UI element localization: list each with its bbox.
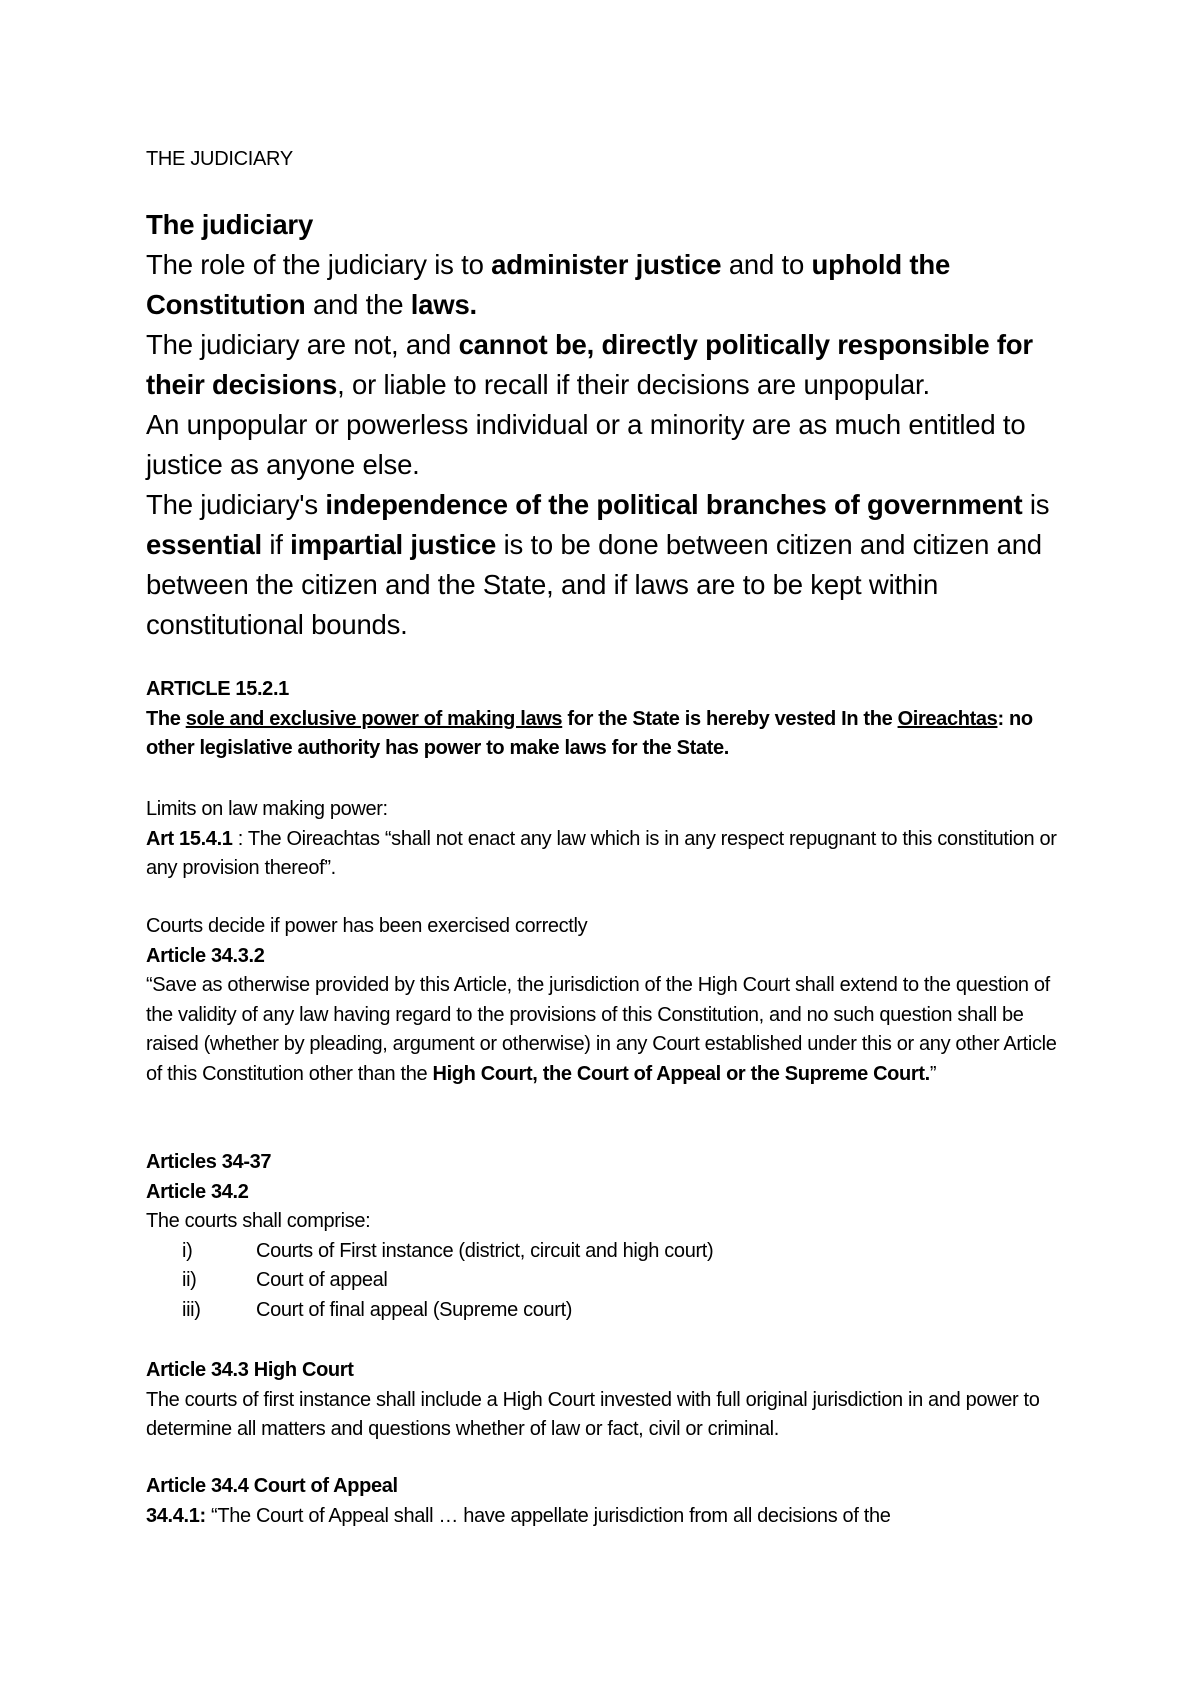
intro-paragraph-minority: An unpopular or powerless individual or a minority are as much entitled to justice as anyone else.	[146, 409, 1026, 480]
bold-run: administer justice	[491, 249, 722, 280]
bold-run: uphold the Constitution	[146, 249, 951, 320]
text-run: and to	[721, 249, 812, 280]
text-run: ”	[929, 1062, 937, 1085]
list-item	[146, 1266, 1066, 1296]
article-34-3-heading: Article 34.3 High Court	[146, 1359, 354, 1381]
document-heading: THE JUDICIARY	[146, 148, 293, 170]
court-list	[146, 1237, 1066, 1326]
list-item	[146, 1237, 1066, 1267]
underlined-run: sole and exclusive power of making laws	[185, 707, 563, 730]
text-run: if	[261, 529, 291, 560]
text-run: , or liable to recall if their decisions are unpopular.	[337, 369, 930, 400]
text-run: : The Oireachtas “shall not enact any law which is in any respect repugnant to this constitution or any provision thereof”.	[146, 827, 1057, 879]
text-run: The	[146, 707, 186, 730]
limits-section	[146, 795, 1066, 884]
article-34-2-heading: Article 34.2	[146, 1180, 249, 1203]
text-run: is to be done between citizen and citizen and between the citizen and the State, and if laws are to be kept within constitutional bounds.	[146, 529, 1042, 640]
list-item-text: Courts of First instance (district, circuit and high court)	[256, 1239, 714, 1262]
bold-run: impartial justice	[290, 529, 497, 560]
text-run: “Save as otherwise provided by this Article, the jurisdiction of the High Court shall extend to the question of the validity of any law having regard to the provisions of this Constitution, and no such question shall be raised (whether by pleading, argument or otherwise) in any Court established under this or any other Article of this Constitution other than the	[146, 974, 1057, 1085]
text-run: The judiciary are not, and	[146, 329, 459, 360]
article-34-3-2-heading: Article 34.3.2	[146, 944, 265, 967]
article-34-4-heading: Article 34.4 Court of Appeal	[146, 1475, 398, 1497]
article-15-2-1-text	[146, 705, 1066, 764]
bold-run: cannot be, directly politically responsible for their decisions	[146, 329, 1033, 400]
article-15-2-1-heading: ARTICLE 15.2.1	[146, 678, 289, 700]
intro-paragraph-independence	[146, 485, 1066, 645]
courts-decide-section	[146, 912, 1066, 1089]
high-court-text: The courts of first instance shall include a High Court invested with full original jurisdiction in and power to determine all matters and questions whether of law or fact, civil or criminal.	[146, 1388, 1040, 1440]
limits-label: Limits on law making power:	[146, 798, 388, 820]
list-item-text: Court of appeal	[256, 1269, 388, 1291]
bold-run: Art 15.4.1	[146, 827, 233, 850]
bold-run: 34.4.1:	[146, 1504, 206, 1527]
bold-run: independence of the political branches of government	[325, 489, 1023, 520]
courts-comprise-intro: The courts shall comprise:	[146, 1210, 371, 1232]
text-run: The judiciary's	[146, 489, 326, 520]
articles-34-37-heading: Articles 34-37	[146, 1151, 272, 1173]
courts-decide-label: Courts decide if power has been exercised correctly	[146, 915, 588, 937]
list-item	[146, 1296, 1066, 1326]
list-item-number: iii)	[182, 1298, 201, 1321]
intro-section	[146, 205, 1066, 645]
text-run: “The Court of Appeal shall … have appellate jurisdiction from all decisions of the	[205, 1504, 891, 1527]
intro-title: The judiciary	[146, 209, 314, 240]
articles-34-37-section	[146, 1148, 1066, 1325]
bold-run: essential	[146, 529, 262, 560]
court-of-appeal-section	[146, 1472, 1066, 1531]
text-run: for the State is hereby vested In the	[562, 707, 898, 730]
text-run: is	[1022, 489, 1050, 520]
intro-paragraph-responsibility	[146, 325, 1066, 405]
text-run: The role of the judiciary is to	[146, 249, 492, 280]
intro-paragraph-role	[146, 245, 1066, 325]
court-of-appeal-text	[146, 1502, 1066, 1532]
bold-run: laws.	[410, 289, 477, 320]
article-15-2-1-section	[146, 675, 1066, 764]
high-court-section	[146, 1356, 1066, 1445]
article-34-3-2-text	[146, 971, 1066, 1089]
bold-run: High Court, the Court of Appeal or the Supreme Court.	[432, 1062, 930, 1085]
underlined-run: Oireachtas	[897, 707, 998, 730]
list-item-text: Court of final appeal (Supreme court)	[256, 1298, 573, 1321]
list-item-number: ii)	[182, 1269, 197, 1291]
limits-text	[146, 825, 1066, 884]
text-run: : no other legislative authority has power to make laws for the State.	[146, 707, 1033, 759]
list-item-number: i)	[182, 1239, 193, 1262]
text-run: and the	[305, 289, 411, 320]
